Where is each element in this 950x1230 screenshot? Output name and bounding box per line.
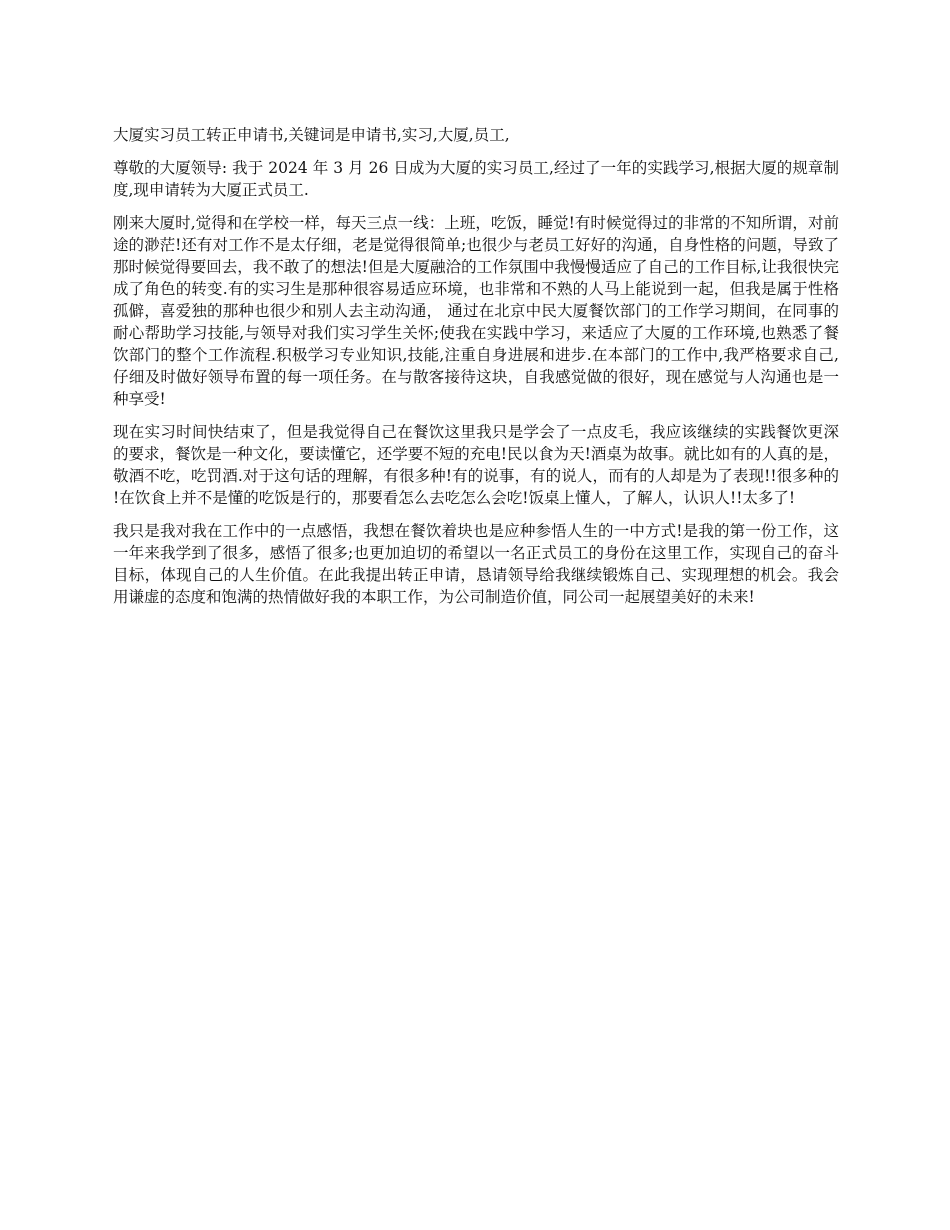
paragraph-body-2: 现在实习时间快结束了，但是我觉得自己在餐饮这里我只是学会了一点皮毛，我应该继续的实践餐饮更深的要求，餐饮是一种文化，要读懂它，还学要不短的充电!民以食为天!酒桌为故事。就比如有的人真的是，敬酒不吃，吃罚酒.对于这句话的理解，有很多种!有的说事，有的说人，而有的人却是为了表现!!很多种的!在饮食上并不是懂的吃饭是行的，那要看怎么去吃怎么会吃!饭桌上懂人，了解人，认识人!!太多了! xyxy=(113,423,839,507)
document-title-line: 大厦实习员工转正申请书,关键词是申请书,实习,大厦,员工, xyxy=(113,126,510,144)
paragraph-body-3: 我只是我对我在工作中的一点感悟，我想在餐饮着块也是应种参悟人生的一中方式!是我的第一份工作，这一年来我学到了很多，感悟了很多;也更加迫切的希望以一名正式员工的身份在这里工作，实现自己的奋斗目标，体现自己的人生价值。在此我提出转正申请，恳请领导给我继续锻炼自己、实现理想的机会。我会用谦虚的态度和饱满的热情做好我的本职工作，为公司制造价值，同公司一起展望美好的未来! xyxy=(113,522,839,606)
paragraph-body-1: 刚来大厦时,觉得和在学校一样，每天三点一线：上班，吃饭，睡觉!有时候觉得过的非常的不知所谓，对前途的渺茫!还有对工作不是太仔细，老是觉得很简单;也很少与老员工好好的沟通，自身性格的问题，导致了那时候觉得要回去，我不敢了的想法!但是大厦融洽的工作氛围中我慢慢适应了自己的工作目标,让我很快完成了角色的转变.有的实习生是那种很容易适应环境，也非常和不熟的人马上能说到一起，但我是属于性格孤僻，喜爱独的那种也很少和别人去主动沟通， 通过在北京中民大厦餐饮部门的工作学习期间，在同事的耐心帮助学习技能,与领导对我们实习学生关怀;使我在实践中学习，来适应了大厦的工作环境,也熟悉了餐饮部门的整个工作流程.积极学习专业知识,技能,注重自身进展和进步.在本部门的工作中,我严格要求自己,仔细及时做好领导布置的每一项任务。在与散客接待这块，自我感觉做的很好，现在感觉与人沟通也是一种享受! xyxy=(113,214,839,408)
paragraph-salutation: 尊敬的大厦领导: 我于 2024 年 3 月 26 日成为大厦的实习员工,经过了一年的实践学习,根据大厦的规章制度,现申请转为大厦正式员工. xyxy=(113,159,839,199)
document-page xyxy=(113,124,839,619)
